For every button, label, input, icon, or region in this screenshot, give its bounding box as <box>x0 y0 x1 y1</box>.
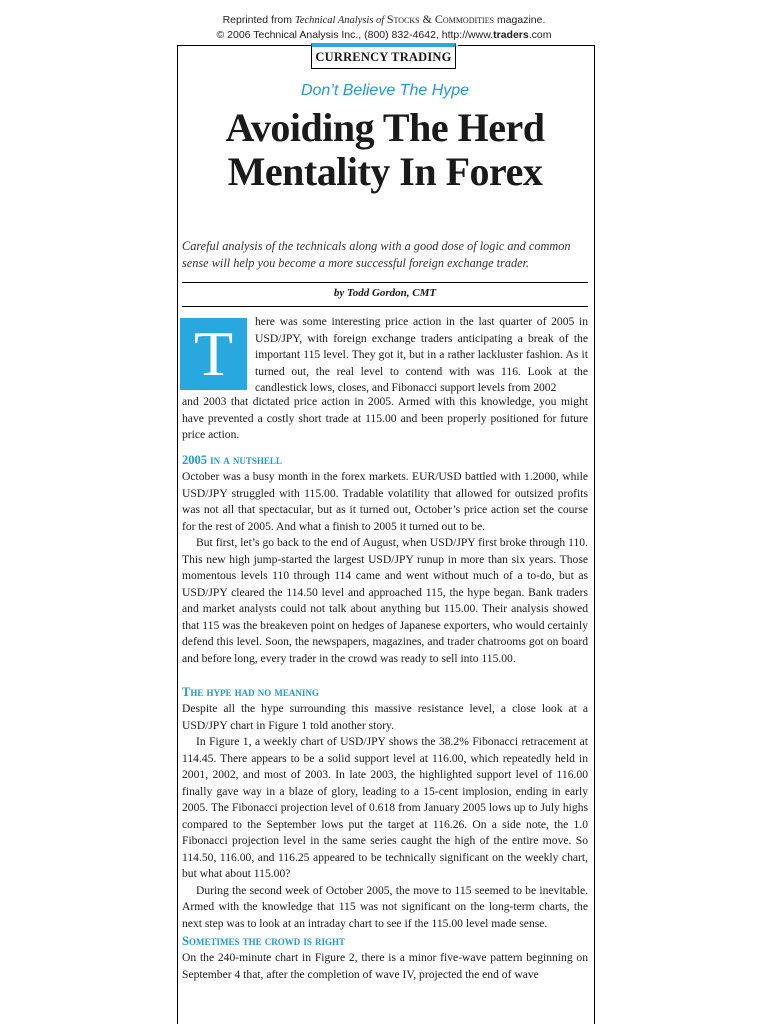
section-tag: CURRENCY TRADING <box>311 43 456 69</box>
column-rule-right <box>594 45 595 1024</box>
paragraph: On the 240-minute chart in Figure 2, there is a minor five-wave pattern beginning on September 4 that, after the completion of wave IV, projected the end of wave <box>182 951 588 981</box>
subhead-hype-had-no-meaning: The hype had no meaning <box>182 685 319 699</box>
section-crowd-body <box>182 950 588 983</box>
paragraph: In Figure 1, a weekly chart of USD/JPY shows the 38.2% Fibonacci retracement at 114.45. There appears to be a solid support level at 116.00, which repeatedly held in 2001, 2002, and most of 2003. In late 2003, the highlighted support level of 116.00 finally gave way in a blaze of glory, leading to a 15-cent implosion, ending in early 2005. The Fibonacci projection level of 0.618 from January 2005 lows up to July highs compared to the September lows put the target at 116.26. On a side note, the 1.0 Fibonacci projection level in the same series caught the high of the entire move. So 114.50, 116.00, and 116.25 appeared to be technically significant on the weekly chart, but what about 115.00? <box>182 735 588 880</box>
headline: Avoiding The Herd Mentality In Forex <box>225 105 545 194</box>
subhead-crowd-is-right: Sometimes the crowd is right <box>182 934 345 948</box>
column-rule-left <box>177 45 178 1024</box>
reprint-line-2: © 2006 Technical Analysis Inc., (800) 832-4642, http://www.traders.com <box>216 29 552 41</box>
drop-cap: T <box>180 318 247 390</box>
top-rule-right <box>458 45 595 46</box>
paragraph: During the second week of October 2005, the move to 115 seemed to be inevitable. Armed with the knowledge that 115 was not significant on the long-term charts, the next step was to look at an intraday chart to see if the 115.00 level made sense. <box>182 883 588 930</box>
paragraph: But first, let’s go back to the end of August, when USD/JPY first broke through 110. This new high jump-started the largest USD/JPY runup in more than six years. Those momentous levels 110 through 114 came and went without much of a to-do, but as USD/JPY cleared the 114.50 level and approached 115, the hype began. Bank traders and market analysts could not talk about anything but 115.00. Their analysis showed that 115 was the breakeven point on hedges of Japanese exporters, who would certainly defend this level. Soon, the newspapers, magazines, and trader chatrooms got on board and before long, every trader in the crowd was ready to sell into 115.00. <box>182 536 588 665</box>
dek: Careful analysis of the technicals along with a good dose of logic and common sense will help you become a more successful foreign exchange trader. <box>182 239 571 270</box>
byline: by Todd Gordon, CMT <box>333 287 437 299</box>
reprint-notice <box>0 12 768 42</box>
intro-paragraph-wrapped <box>255 314 588 397</box>
intro-text-short: here was some interesting price action in the last quarter of 2005 in USD/JPY, with foreign exchange traders anticipating a break of the important 115 level. They got it, but in a rather lackluster fashion. As it turned out, the real level to contend with was 116. Look at the candlestick lows, closes, and Fibonacci support levels from 2002 <box>255 315 588 394</box>
paragraph: Despite all the hype surrounding this massive resistance level, a close look at a USD/JPY chart in Figure 1 told another story. <box>182 702 588 732</box>
section-nutshell-body <box>182 469 588 667</box>
section-hype-body <box>182 701 588 932</box>
byline-rule-bottom <box>182 306 588 307</box>
kicker: Don’t Believe The Hype <box>300 82 470 99</box>
paragraph: October was a busy month in the forex markets. EUR/USD battled with 1.2000, while USD/JPY struggled with 115.00. Tradable volatility that allowed for outsized profits was not all that spectacular, but as it turned out, October’s price action set the course for the rest of 2005. And what a finish to 2005 it turned out to be. <box>182 470 588 533</box>
intro-text-full: and 2003 that dictated price action in 2005. Armed with this knowledge, you might have prevented a costly short trade at 115.00 and been properly positioned for future price action. <box>182 395 588 441</box>
reprint-line-1: Reprinted from Technical Analysis of Stocks & Commodities magazine. <box>222 12 546 26</box>
top-rule-left <box>177 45 311 46</box>
intro-paragraph-full <box>182 394 588 444</box>
subhead-2005-in-a-nutshell: 2005 in a nutshell <box>182 453 282 467</box>
byline-rule-top <box>182 282 588 283</box>
